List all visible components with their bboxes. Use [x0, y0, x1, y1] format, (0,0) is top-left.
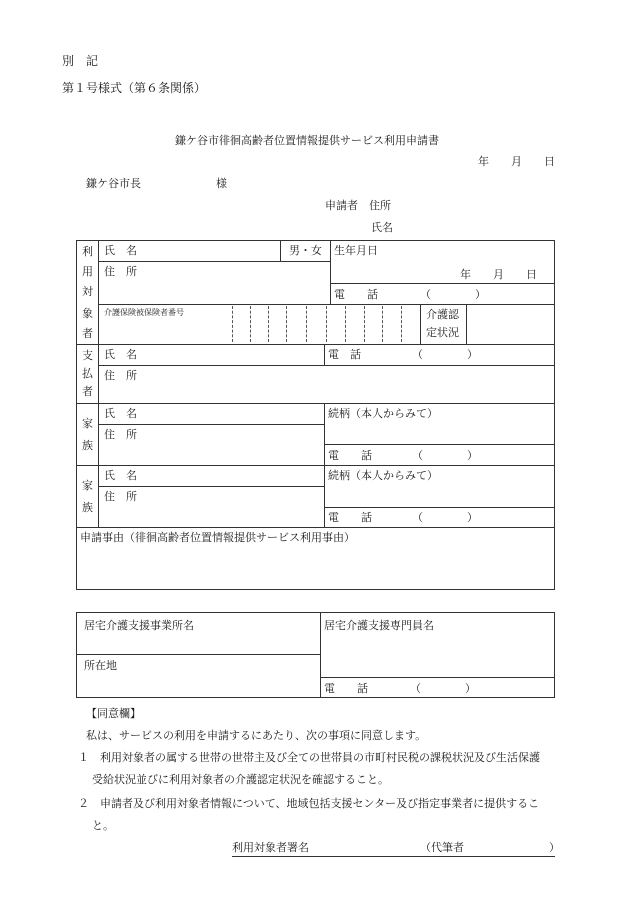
subject-section-char-2: 用: [82, 265, 93, 278]
care-office-phone-label: 電 話: [324, 682, 368, 695]
consent-item1-line1: １ 利用対象者の属する世帯の世帯主及び全ての世帯員の市町村民税の課税状況及び生活保護: [78, 751, 540, 764]
family2-section-char-2: 族: [82, 501, 93, 514]
proxy-close: ）: [549, 841, 560, 854]
payer-phone-label: 電 話: [328, 348, 361, 361]
payer-name-label: 氏 名: [104, 348, 137, 361]
care-office-name-label: 居宅介護支援事業所名: [84, 619, 194, 632]
family2-phone-paren: （ ）: [412, 511, 478, 524]
consent-item1-line2: 受給状況並びに利用対象者の介護認定状況を確認すること。: [92, 773, 389, 786]
subject-section-char-4: 象: [82, 307, 93, 320]
reason-label: 申請事由（徘徊高齢者位置情報提供サービス利用事由）: [80, 531, 355, 544]
signature-line[interactable]: [232, 856, 555, 857]
family1-name-label: 氏 名: [104, 407, 137, 420]
subject-name-label: 氏 名: [104, 244, 137, 257]
subject-gender-field[interactable]: 男・女: [289, 244, 322, 257]
payer-section-char-2: 払: [82, 367, 93, 380]
family1-phone-label: 電 話: [328, 449, 372, 462]
care-office-phone-paren: （ ）: [410, 682, 476, 695]
consent-item2-line1: ２ 申請者及び利用対象者情報について、地域包括支援センター及び指定事業者に提供するこ: [78, 797, 540, 810]
application-date: 年 月 日: [478, 155, 555, 168]
subject-section-char-1: 利: [82, 245, 93, 258]
family1-relation-label: 続柄（本人からみて）: [328, 407, 438, 420]
family2-relation-label: 続柄（本人からみて）: [328, 469, 438, 482]
subject-phone-paren: （ ）: [420, 288, 486, 301]
family2-name-label: 氏 名: [104, 469, 137, 482]
addressee: 鎌ケ谷市長: [86, 177, 141, 190]
applicant-address-label: 申請者 住所: [325, 199, 391, 212]
payer-section-char-3: 者: [82, 385, 93, 398]
subject-birth-date: 年 月 日: [460, 268, 537, 281]
form-number: 第１号様式（第６条関係）: [62, 81, 207, 95]
family2-phone-label: 電 話: [328, 511, 372, 524]
family1-section-char-1: 家: [82, 417, 93, 430]
insurance-number-label: 介護保険被保険者番号: [104, 308, 184, 317]
subject-birth-label: 生年月日: [334, 244, 378, 257]
betsuki-label: 別 記: [62, 54, 99, 68]
care-office-location-label: 所在地: [84, 659, 117, 672]
subject-address-label: 住 所: [104, 265, 137, 278]
consent-intro: 私は、サービスの利用を申請するにあたり、次の事項に同意します。: [86, 729, 427, 742]
page-title: 鎌ケ谷市徘徊高齢者位置情報提供サービス利用申請書: [175, 134, 439, 147]
payer-phone-paren: （ ）: [412, 348, 478, 361]
signature-label: 利用対象者署名: [232, 841, 309, 854]
subject-section-char-3: 対: [82, 285, 93, 298]
subject-phone-label: 電 話: [334, 288, 378, 301]
family2-address-label: 住 所: [104, 490, 137, 503]
care-cert-label-1: 介護認: [426, 308, 459, 321]
addressee-honorific: 様: [216, 177, 227, 190]
family1-section-char-2: 族: [82, 439, 93, 452]
payer-address-label: 住 所: [104, 369, 137, 382]
care-manager-label: 居宅介護支援専門員名: [324, 619, 434, 632]
payer-section-char-1: 支: [82, 349, 93, 362]
family2-section-char-1: 家: [82, 479, 93, 492]
subject-section-char-5: 者: [82, 327, 93, 340]
consent-heading: 【同意欄】: [86, 707, 141, 720]
care-cert-label-2: 定状況: [426, 326, 459, 339]
family1-address-label: 住 所: [104, 428, 137, 441]
family1-phone-paren: （ ）: [412, 449, 478, 462]
proxy-label: （代筆者: [420, 841, 464, 854]
applicant-name-label: 氏名: [371, 221, 393, 234]
consent-item2-line2: と。: [92, 819, 114, 832]
